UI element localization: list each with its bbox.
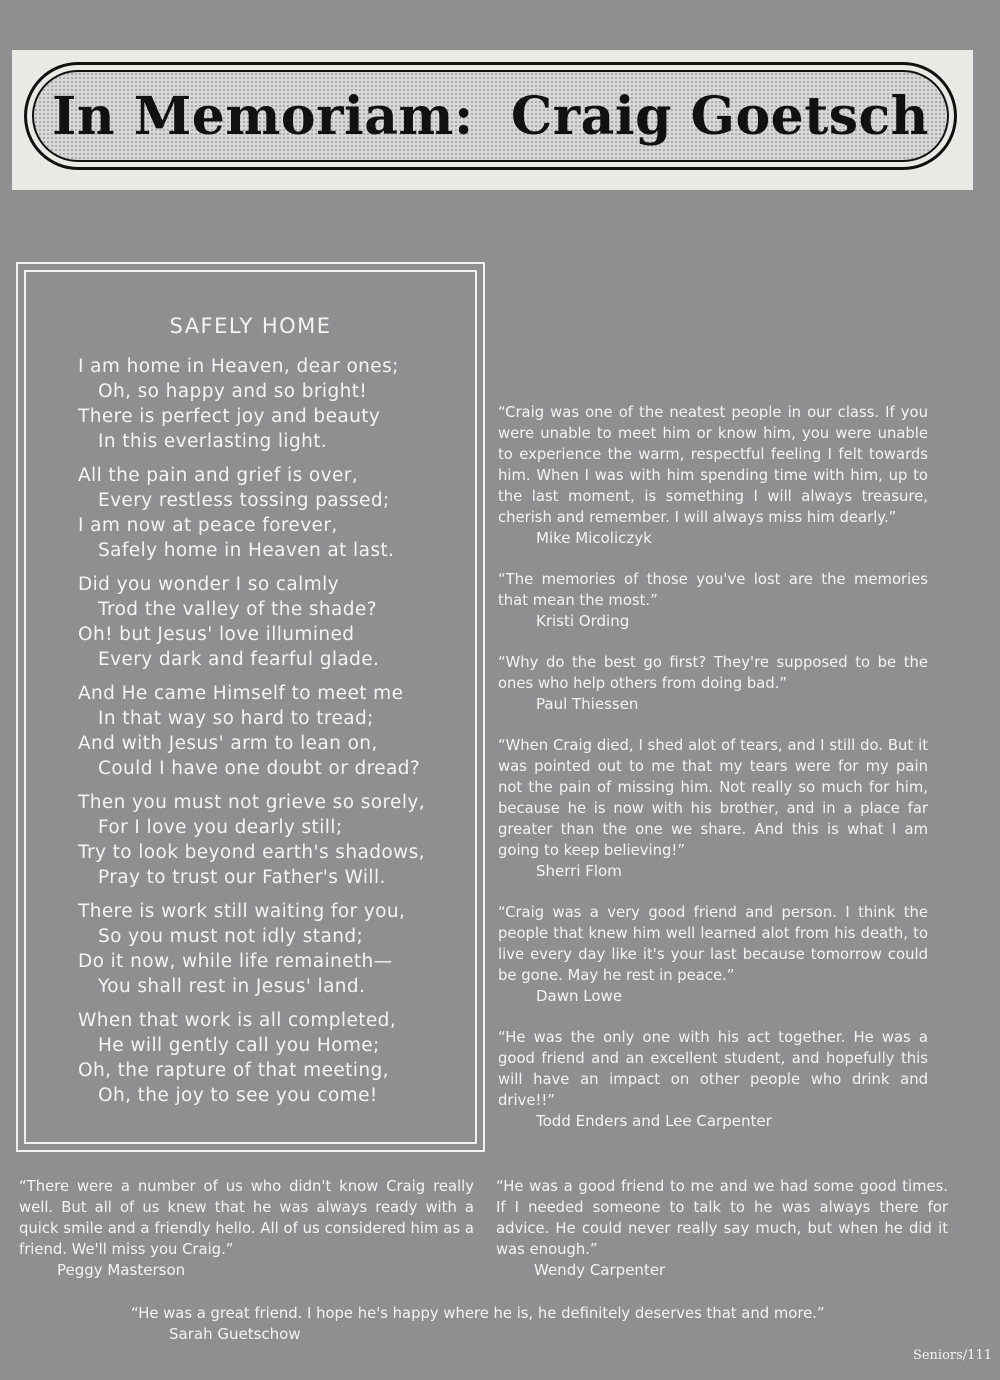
quote-author: Wendy Carpenter: [534, 1261, 666, 1279]
quote-block: [498, 569, 928, 632]
poem-line: Then you must not grieve so sorely,: [78, 792, 426, 813]
title-frame: [24, 62, 957, 170]
poem-box: [16, 262, 485, 1152]
quote-author: Peggy Masterson: [57, 1261, 186, 1279]
poem-line: Try to look beyond earth's shadows,: [78, 842, 425, 863]
poem-line: When that work is all completed,: [78, 1010, 397, 1031]
page-number: Seniors/111: [912, 1348, 992, 1363]
quote-author: Dawn Lowe: [536, 987, 623, 1005]
poem-line: Oh, the joy to see you come!: [98, 1085, 378, 1106]
poem-line: Safely home in Heaven at last.: [98, 540, 395, 561]
poem-line: Every restless tossing passed;: [98, 490, 390, 511]
quote-author: Kristi Ording: [536, 612, 630, 630]
title-frame-inner: [32, 70, 949, 162]
quote-text: “The memories of those you've lost are the memories that mean the most.”: [498, 571, 928, 609]
quote-block-bottom-left: [19, 1176, 474, 1281]
poem-line: He will gently call you Home;: [98, 1035, 380, 1056]
title-banner: [12, 50, 973, 190]
quote-author: Sarah Guetschow: [169, 1325, 301, 1343]
poem-line: Oh! but Jesus' love illumined: [78, 624, 355, 645]
poem-line: Every dark and fearful glade.: [98, 649, 380, 670]
poem-line: There is perfect joy and beauty: [78, 406, 381, 427]
poem-stanza: [78, 1008, 468, 1108]
quote-block-bottom-right: [496, 1176, 948, 1281]
page-title: In Memoriam: Craig Goetsch: [52, 85, 929, 147]
poem-line: You shall rest in Jesus' land.: [98, 976, 366, 997]
poem-line: Trod the valley of the shade?: [98, 599, 377, 620]
poem-line: Pray to trust our Father's Will.: [98, 867, 386, 888]
quote-block: [498, 1027, 928, 1132]
poem-line: For I love you dearly still;: [98, 817, 343, 838]
quote-text: “He was the only one with his act together. He was a good friend and an excellent student, and hopefully this will have an impact on other people who drink and drive!!”: [498, 1029, 928, 1109]
poem-line: Oh, so happy and so bright!: [98, 381, 368, 402]
quote-block: [498, 652, 928, 715]
poem-line: Did you wonder I so calmly: [78, 574, 339, 595]
quotes-column: [498, 402, 928, 1152]
poem-line: Oh, the rapture of that meeting,: [78, 1060, 389, 1081]
poem-line: In this everlasting light.: [98, 431, 328, 452]
poem-line: And with Jesus' arm to lean on,: [78, 733, 378, 754]
poem-line: I am now at peace forever,: [78, 515, 338, 536]
quote-author: Sherri Flom: [536, 862, 622, 880]
quote-author: Mike Micoliczyk: [536, 529, 652, 547]
poem-stanza: [78, 790, 468, 890]
quote-block: [498, 735, 928, 882]
poem-line: Could I have one doubt or dread?: [98, 758, 421, 779]
poem-line: Do it now, while life remaineth—: [78, 951, 393, 972]
poem-line: There is work still waiting for you,: [78, 901, 406, 922]
quote-block: [498, 402, 928, 549]
quote-text: “Craig was one of the neatest people in our class. If you were unable to meet him or know him, you were unable to experience the warm, respectful feeling I felt towards him. When I was with him spending time with him, up to the last moment, is something I will always treasure, cherish and remember. I will always miss him dearly.”: [498, 404, 928, 526]
poem-line: In that way so hard to tread;: [98, 708, 374, 729]
quote-author: Todd Enders and Lee Carpenter: [536, 1112, 772, 1130]
quote-author: Paul Thiessen: [536, 695, 639, 713]
poem-stanzas: [78, 354, 468, 1117]
poem-line: I am home in Heaven, dear ones;: [78, 356, 399, 377]
poem-stanza: [78, 463, 468, 563]
poem-line: And He came Himself to meet me: [78, 683, 404, 704]
poem-box-inner-border: [24, 270, 477, 1144]
poem-stanza: [78, 899, 468, 999]
poem-stanza: [78, 354, 468, 454]
quote-text: “There were a number of us who didn't know Craig really well. But all of us knew that he was always ready with a quick smile and a friendly hello. All of us considered him as a friend. We'll miss you Craig.”: [19, 1178, 474, 1258]
poem-stanza: [78, 572, 468, 672]
poem-title: SAFELY HOME: [169, 314, 332, 338]
quote-block-final: [131, 1303, 836, 1345]
quote-block: [498, 902, 928, 1007]
quote-text: “When Craig died, I shed alot of tears, and I still do. But it was pointed out to me that my tears were for my pain not the pain of missing him. Not really so much for him, because he is now with his brother, and in a place far greater than the one we share. And this is what I am going to keep believing!”: [498, 737, 928, 859]
quote-text: “He was a good friend to me and we had some good times. If I needed someone to talk to he was always there for advice. He could never really say much, but when he did it was enough.”: [496, 1178, 948, 1258]
poem-line: So you must not idly stand;: [98, 926, 364, 947]
quote-text: “Why do the best go first? They're supposed to be the ones who help others from doing bad.”: [498, 654, 928, 692]
poem-line: All the pain and grief is over,: [78, 465, 359, 486]
quote-text: “He was a great friend. I hope he's happy where he is, he definitely deserves that and more.”: [131, 1305, 825, 1322]
quote-text: “Craig was a very good friend and person. I think the people that knew him well learned alot from his death, to live every day like it's your last because tomorrow could be gone. May he rest in peace.”: [498, 904, 928, 984]
poem-stanza: [78, 681, 468, 781]
